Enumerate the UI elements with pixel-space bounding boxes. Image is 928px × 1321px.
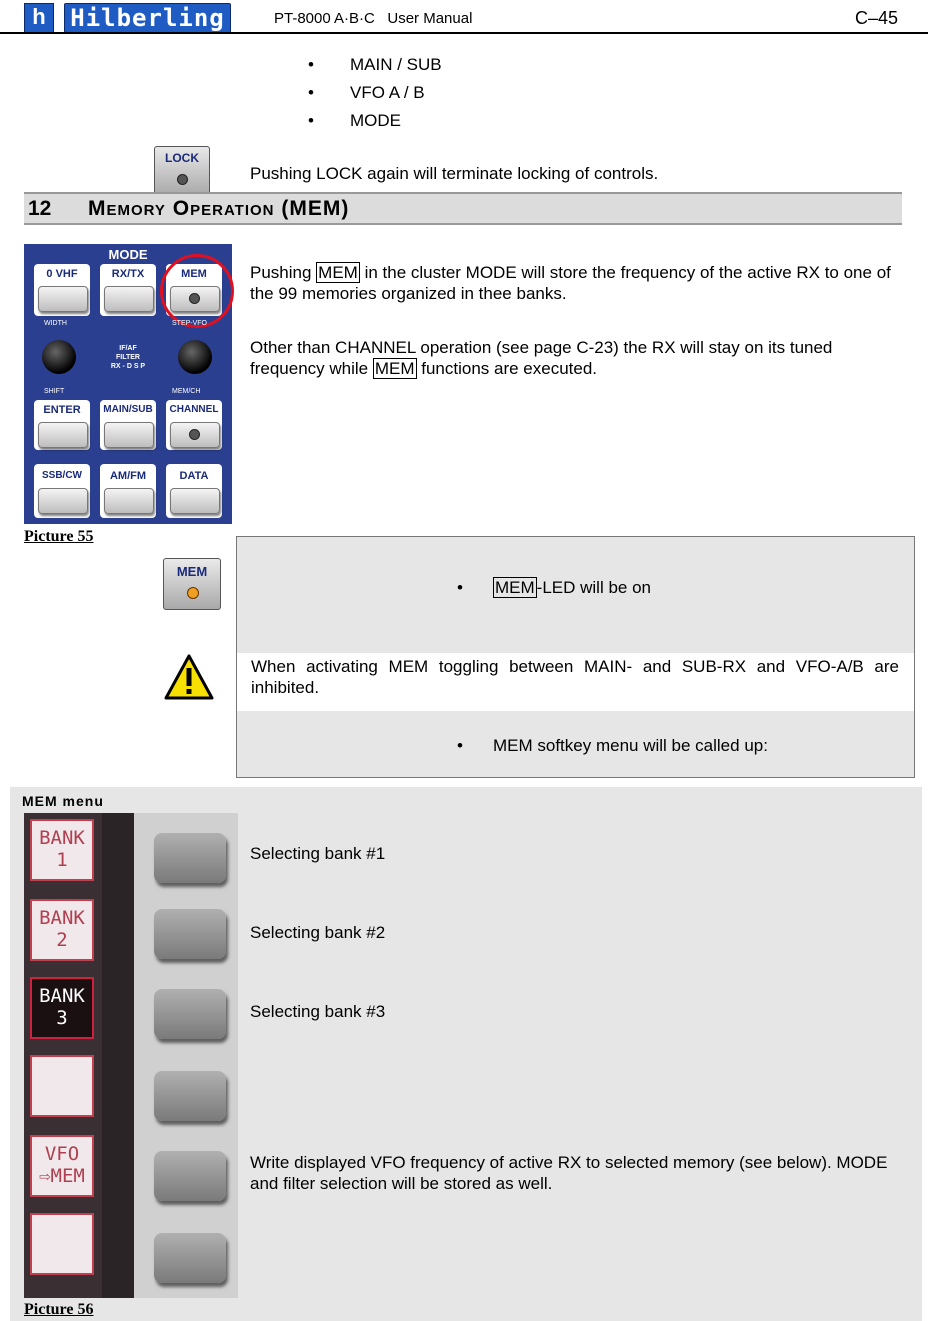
mem-menu-box — [10, 787, 922, 1321]
panel-key — [104, 422, 154, 448]
softkey-vfo-mem[interactable]: VFO ⇨MEM — [30, 1135, 94, 1197]
panel-button-label: 0 VHF — [46, 268, 78, 280]
menu-item-vfo-mem: Write displayed VFO frequency of active RX to selected memory (see below). MODE and filter selection will be stored as well. — [250, 1153, 888, 1193]
section-title: Memory Operation (MEM) — [88, 197, 350, 220]
panel-key — [38, 488, 88, 514]
lock-led-icon — [177, 174, 188, 185]
picture-56-caption: Picture 56 — [24, 1301, 94, 1318]
panel-key — [104, 286, 154, 312]
text: functions are executed. — [416, 359, 598, 378]
width-label: WIDTH — [44, 320, 67, 327]
page-number: C–45 — [854, 8, 898, 28]
logo-wordmark: Hilberling — [64, 3, 231, 33]
panel-button-label: SSB/CW — [42, 470, 82, 481]
hilberling-logo — [24, 3, 229, 31]
panel-button-label: DATA — [179, 470, 209, 482]
mode-panel-title: MODE — [108, 247, 148, 262]
hardware-key[interactable] — [154, 1151, 226, 1201]
mem-key-ref: MEM — [318, 263, 358, 282]
mem-icon-label: MEM — [176, 564, 208, 579]
menu-item-bank-1: Selecting bank #1 — [250, 844, 386, 863]
mem-button-icon — [163, 558, 221, 610]
panel-key — [170, 488, 220, 514]
led-info-item — [457, 577, 651, 598]
panel-button-label: AM/FM — [109, 470, 147, 482]
mem-key-ref: MEM — [374, 359, 415, 378]
text: in the cluster MODE will store the frequency of the active RX to one of the 99 memories organized in thee banks. — [250, 263, 891, 303]
intro-paragraph-1 — [250, 262, 906, 304]
hardware-key[interactable] — [154, 1071, 226, 1121]
lock-list — [350, 54, 442, 138]
mode-panel-image — [24, 244, 232, 524]
mem-ch-label: MEM/CH — [172, 388, 201, 395]
page-header — [0, 0, 928, 34]
mem-led-on-icon — [187, 587, 199, 599]
bullet-icon: • — [457, 736, 463, 755]
list-item: • MAIN / SUB — [350, 54, 442, 82]
mem-menu-title: MEM menu — [22, 793, 104, 809]
text: Other than CHANNEL operation (see page C-23) the RX will stay on its tuned frequency while — [250, 338, 833, 378]
hardware-key[interactable] — [154, 909, 226, 959]
panel-button-label: ENTER — [43, 404, 81, 416]
bullet-icon: • — [457, 578, 463, 597]
text: Pushing — [250, 263, 317, 282]
intro-paragraph-2 — [250, 337, 906, 379]
lock-label: LOCK — [165, 151, 199, 165]
section-number: 12 — [28, 197, 52, 220]
softkey-menu-image — [24, 813, 238, 1298]
softkey-empty[interactable] — [30, 1213, 94, 1275]
mem-highlight-circle — [160, 254, 234, 328]
info-box — [236, 536, 915, 778]
warning-text: When activating MEM toggling between MAIN- and SUB-RX and VFO-A/B are inhibited. — [251, 657, 899, 697]
warning-icon — [164, 654, 214, 700]
step-vfo-label: STEP-VFO — [172, 320, 208, 327]
panel-button-label: CHANNEL — [169, 404, 219, 415]
step-knob-icon — [178, 340, 212, 374]
channel-led-icon — [189, 429, 200, 440]
softkey-bank-2[interactable]: BANK 2 — [30, 899, 94, 961]
hardware-key[interactable] — [154, 1233, 226, 1283]
panel-button-label: MAIN/SUB — [103, 404, 153, 415]
key-strip — [134, 813, 238, 1298]
document-title: PT-8000 A·B·C User Manual — [274, 10, 473, 27]
softkey-bank-1[interactable]: BANK 1 — [30, 819, 94, 881]
shift-label: SHIFT — [44, 388, 65, 395]
logo-h-glyph: h — [32, 4, 46, 29]
panel-key — [38, 422, 88, 448]
dsp-filter-label: IF/AF FILTER RX - D S P — [110, 345, 146, 370]
panel-button-label: MEM — [181, 268, 207, 280]
menu-item-bank-2: Selecting bank #2 — [250, 923, 386, 942]
picture-55-caption: Picture 55 — [24, 528, 94, 545]
mem-key-ref: MEM — [495, 578, 535, 597]
softkey-info-item — [457, 735, 768, 756]
list-item: • VFO A / B — [350, 82, 442, 110]
text: -LED will be on — [536, 578, 651, 597]
lock-description: Pushing LOCK again will terminate locking of controls. — [250, 164, 659, 183]
list-item: • MODE — [350, 110, 442, 138]
warning-row — [237, 653, 914, 711]
panel-key — [104, 488, 154, 514]
softkey-bank-3[interactable]: BANK 3 — [30, 977, 94, 1039]
header-rule — [0, 32, 928, 34]
text: MEM softkey menu will be called up: — [493, 736, 768, 755]
hardware-key[interactable] — [154, 833, 226, 883]
menu-item-bank-3: Selecting bank #3 — [250, 1002, 386, 1021]
panel-key — [38, 286, 88, 312]
width-knob-icon — [42, 340, 76, 374]
softkey-empty[interactable] — [30, 1055, 94, 1117]
hardware-key[interactable] — [154, 989, 226, 1039]
panel-button-label: RX/TX — [111, 268, 145, 280]
lock-button-icon — [154, 146, 210, 196]
section-heading — [24, 192, 902, 225]
